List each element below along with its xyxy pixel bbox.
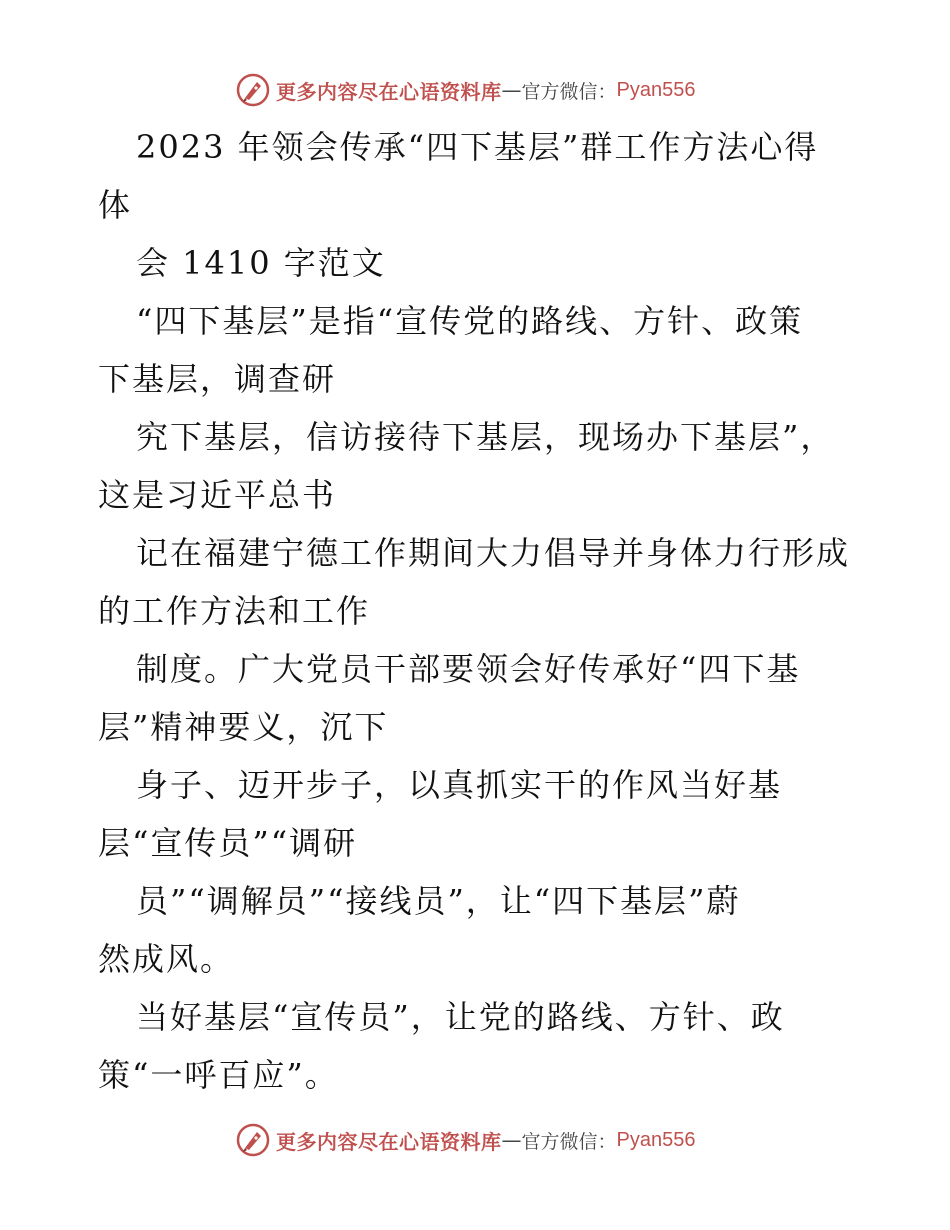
banner-dash: — (501, 1128, 522, 1152)
paragraph-line: 的工作方法和工作 (98, 592, 371, 630)
paragraph-line: 究下基层，信访接待下基层，现场办下基层”， (136, 418, 835, 456)
paragraph-line: 员”“调解员”“接线员”，让“四下基层”蔚 (136, 882, 741, 920)
paragraph-line: 策“一呼百应”。 (98, 1056, 339, 1094)
banner-dash: — (501, 78, 522, 102)
paragraph-line: 下基层，调查研 (98, 360, 337, 398)
watermark-banner-bottom (236, 1120, 695, 1160)
paragraph-line: 身子、迈开步子，以真抓实干的作风当好基 (136, 766, 783, 804)
banner-contact-label: 官方微信： (521, 1130, 617, 1153)
paragraph-line: “四下基层”是指“宣传党的路线、方针、政策 (136, 302, 804, 340)
document-title-line-2: 体 (98, 186, 133, 224)
banner-text: 更多内容尽在心语资料库 (276, 1129, 502, 1154)
document-title-line-3: 会 1410 字范文 (136, 244, 386, 282)
document-body (98, 118, 858, 1104)
paragraph-line: 当好基层“宣传员”，让党的路线、方针、政 (136, 998, 785, 1036)
banner-text: 更多内容尽在心语资料库 (276, 79, 502, 104)
document-title-line-1: 2023 年领会传承“四下基层”群工作方法心得 (136, 128, 819, 166)
banner-contact-label: 官方微信： (521, 80, 617, 103)
paragraph-line: 然成风。 (98, 940, 235, 978)
paragraph-line: 层”精神要义，沉下 (98, 708, 389, 746)
paragraph-line: 层“宣传员”“调研 (98, 824, 358, 862)
pen-nib-logo-icon (236, 1123, 270, 1157)
paragraph-line: 这是习近平总书 (98, 476, 337, 514)
watermark-banner-top (236, 70, 695, 110)
paragraph-line: 制度。广大党员干部要领会好传承好“四下基 (136, 650, 801, 688)
banner-contact-id: Pyan556 (616, 78, 696, 101)
banner-contact-id: Pyan556 (616, 1128, 696, 1151)
pen-nib-logo-icon (236, 73, 270, 107)
paragraph-line: 记在福建宁德工作期间大力倡导并身体力行形成 (136, 534, 851, 572)
